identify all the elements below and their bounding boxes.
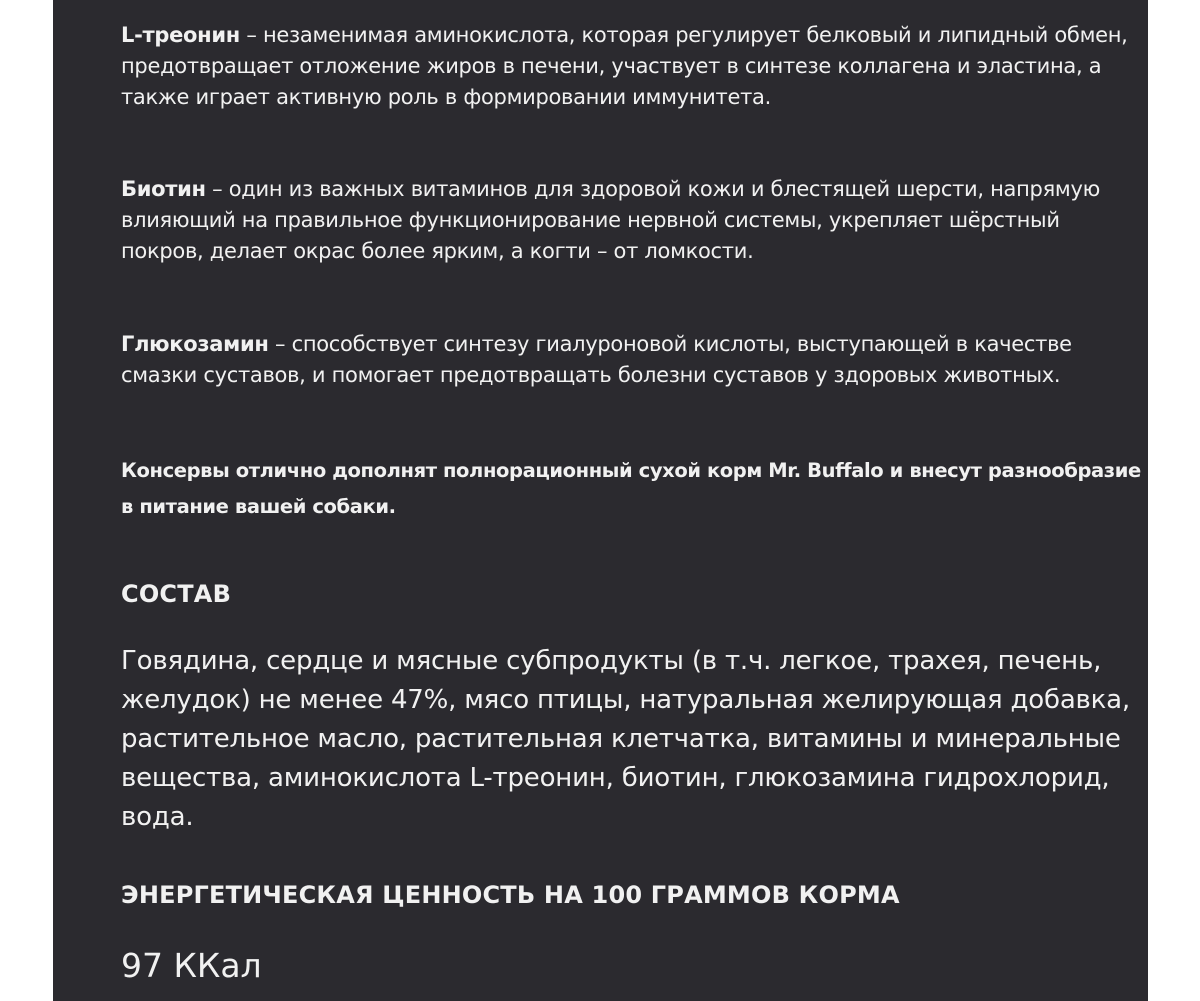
ingredient-text: – незаменимая аминокислота, которая регулирует белковый и липидный обмен, предотвращает отложение жиров в печени, участвует в синтезе коллагена и эластина, а также играет активную роль в формировании иммунитета.: [121, 23, 1128, 109]
ingredient-paragraph-glucosamine: [121, 329, 1141, 391]
ingredient-name: Глюкозамин: [121, 332, 269, 356]
composition-heading: СОСТАВ: [121, 580, 232, 608]
ingredient-paragraph-biotin: [121, 174, 1141, 267]
ingredient-paragraph-threonine: [121, 20, 1141, 113]
composition-text: Говядина, сердце и мясные субпродукты (в т.ч. легкое, трахея, печень, желудок) не менее 47%, мясо птицы, натуральная желирующая добавка, растительное масло, растительная клетчатка, витамины и минеральные вещества, аминокислота L-треонин, биотин, глюкозамина гидрохлорид, вода.: [121, 646, 1130, 832]
ingredient-name: L-треонин: [121, 23, 241, 47]
ingredient-text: – способствует синтезу гиалуроновой кислоты, выступающей в качестве смазки суставов, и помогает предотвращать болезни суставов у здоровых животных.: [121, 332, 1072, 387]
ingredient-name: Биотин: [121, 177, 206, 201]
product-description-panel: [53, 0, 1148, 1001]
energy-value: 97 ККал: [121, 946, 262, 985]
feeding-note: Консервы отлично дополнят полнорационный сухой корм Mr. Buffalo и внесут разнообразие в питание вашей собаки.: [121, 459, 1141, 518]
energy-heading: ЭНЕРГЕТИЧЕСКАЯ ЦЕННОСТЬ НА 100 ГРАММОВ КОРМА: [121, 881, 900, 909]
ingredient-text: – один из важных витаминов для здоровой кожи и блестящей шерсти, напрямую влияющий на правильное функционирование нервной системы, укрепляет шёрстный покров, делает окрас более ярким, а когти – от ломкости.: [121, 177, 1100, 263]
